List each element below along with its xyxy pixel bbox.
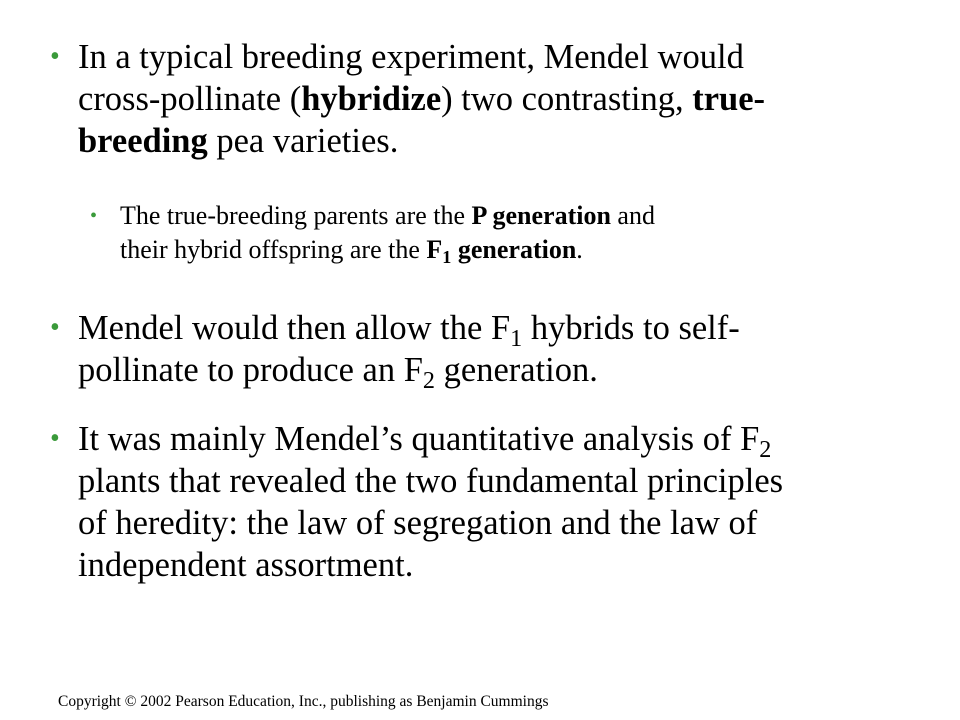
text-run: ) two contrasting, xyxy=(441,80,693,118)
bullet-text xyxy=(78,36,908,162)
text-line xyxy=(78,349,908,394)
term-p-generation: P generation xyxy=(471,201,611,230)
copyright-footer: Copyright © 2002 Pearson Education, Inc., publishing as Benjamin Cummings xyxy=(58,693,549,710)
text-line xyxy=(78,78,908,120)
text-run: cross-pollinate ( xyxy=(78,80,302,118)
text-line xyxy=(78,460,908,502)
bullet-marker: • xyxy=(50,423,60,454)
bullet-text xyxy=(78,307,908,394)
text-run: independent assortment. xyxy=(78,546,414,584)
text-line xyxy=(78,418,908,463)
text-line xyxy=(78,36,908,78)
bullet-marker: • xyxy=(50,41,60,72)
term-true-breeding: breeding xyxy=(78,122,208,160)
term-f1-generation: F xyxy=(426,235,443,264)
bullet-marker: • xyxy=(50,312,60,343)
bullet-text xyxy=(120,199,880,267)
term-hybridize: hybridize xyxy=(301,80,442,118)
text-line xyxy=(120,199,880,233)
bullet-text xyxy=(78,418,908,586)
text-run: generation. xyxy=(435,351,598,389)
text-line xyxy=(78,502,908,544)
text-run: The true-breeding parents are the xyxy=(120,201,472,230)
text-run: of heredity: the law of segregation and the law of xyxy=(78,504,758,542)
text-run: and xyxy=(610,201,655,230)
text-run: their hybrid offspring are the xyxy=(120,235,427,264)
subscript: 2 xyxy=(422,366,435,394)
term-f1-generation: generation xyxy=(451,235,577,264)
text-line xyxy=(78,544,908,586)
text-run: It was mainly Mendel’s quantitative analysis of F xyxy=(78,420,760,458)
text-run: pollinate to produce an F xyxy=(78,351,423,389)
subscript: 1 xyxy=(510,324,523,352)
term-true-breeding: true- xyxy=(692,80,765,118)
text-line xyxy=(78,307,908,352)
text-run: . xyxy=(576,235,583,264)
text-run: plants that revealed the two fundamental principles xyxy=(78,462,784,500)
subscript: 1 xyxy=(442,247,452,268)
subscript: 2 xyxy=(759,435,772,463)
text-run: pea varieties. xyxy=(207,122,399,160)
bullet-marker: • xyxy=(90,205,98,227)
text-run: Mendel would then allow the F xyxy=(78,309,511,347)
text-run: In a typical breeding experiment, Mendel would xyxy=(78,38,744,76)
text-run: hybrids to self- xyxy=(522,309,740,347)
text-line xyxy=(120,233,880,267)
text-line xyxy=(78,120,908,162)
